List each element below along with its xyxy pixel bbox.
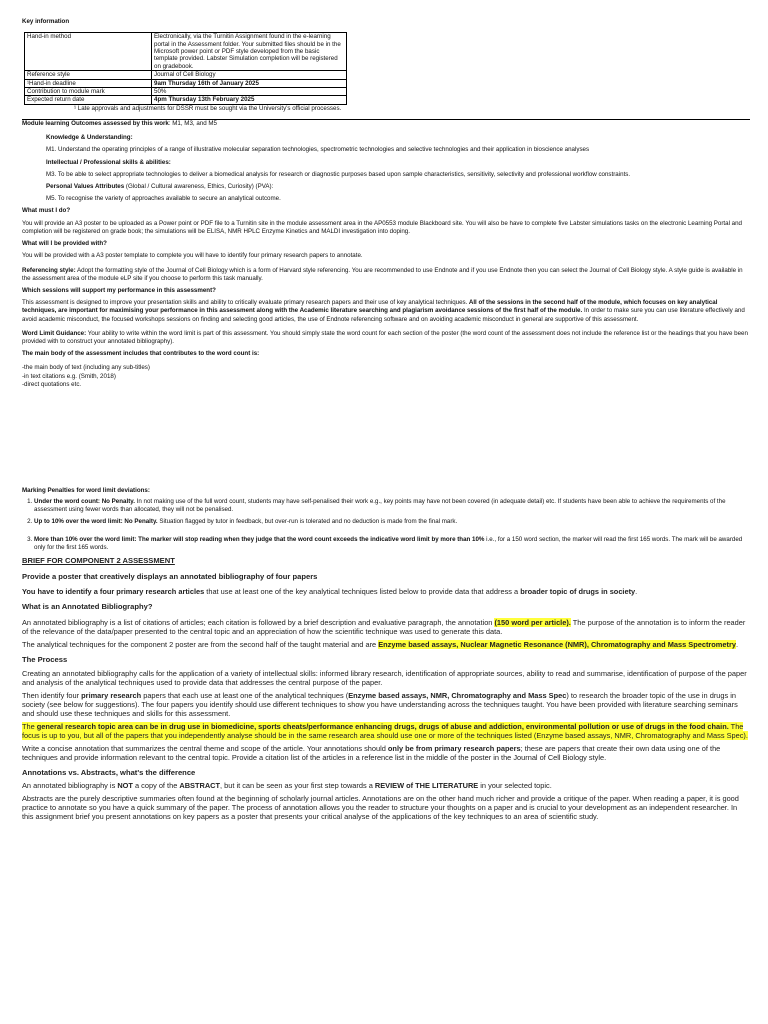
ku-heading: Knowledge & Understanding: — [46, 134, 133, 142]
what-do-heading: What must I do? — [22, 207, 71, 215]
pva-heading: Personal Values Attributes (Global / Cultural awareness, Ethics, Curiosity) (PVA): — [46, 183, 274, 191]
list-item: 1. Under the word count: No Penalty. In not making use of the full word count, students may have self-penalised their work e.g., key points may have not been covered (in adequate detail) etc. If students have been able to achieve the requirements of the assessment using fewer words than allocated, they will not be penalised. — [34, 498, 750, 514]
word-limit-text: Word Limit Guidance: Your ability to write within the word limit is part of this assessment. You should simply state the word count for each section of the poster (the word count of the assessment does not include the reference list or the headings that you have been provided with to construct your annotated bibliography). — [22, 329, 748, 345]
penalties-list — [22, 498, 750, 552]
outcome-m3: M3. To be able to select appropriate technologies to deliver a biomedical analysis for research or diagnostic purposes based upon sample characteristics, sensitivity, selectivity and professional workflow constraints. — [46, 170, 631, 178]
process-text-2: Then identify four primary research papers that each use at least one of the analytical techniques (Enzyme based assays, NMR, Chromatography and Mass Spec) to research the broader topic of the use in drugs in society (see below for suggestions). The four papers you identify should use different techniques to show you have understanding across the techniques taught. You have been provided with literature searching seminars and should use these techniques and skills for this assessment. — [22, 690, 738, 718]
key-info-table — [24, 32, 347, 105]
ip-heading: Intellectual / Professional skills & abilities: — [46, 158, 171, 166]
topic-area-text: The general research topic area can be in drug use in biomedicine, sports cheats/performance enhancing drugs, drugs of abuse and addiction, environmental pollution or use of drugs in the food chain. The focus is up to you, but all of the papers that you independently analyse should be in the same research area should use one or more of the techniques listed (Enzyme based assays, NMR, Chromatography and Mass Spec). — [22, 721, 748, 740]
referencing-text: Referencing style: Adopt the formatting style of the Journal of Cell Biology which is a form of Harvard style referencing. You are recommended to use Endnote and if you use Endnote then you can select the Journal of Cell Biology style. A style guide is available in the assessment area of the module eLP site if you choose to perform this task manually. — [22, 266, 743, 282]
write-annotation-text: Write a concise annotation that summarizes the central theme and scope of the article. Your annotations should only be from primary research papers; these are papers that create their own data using one of the techniques and provide information relevant to the central topic. Provide a citation list of the articles in a reference list in the middle of the poster in the Journal of Cell Biology style. — [22, 743, 721, 762]
outcome-m1: M1. Understand the operating principles of a range of illustrative molecular separation technologies, spectrometric technologies and selective technologies and their application in bioscience analyses — [46, 146, 590, 154]
brief-heading: BRIEF FOR COMPONENT 2 ASSESSMENT — [22, 556, 175, 566]
blank-space — [22, 389, 750, 487]
process-text-1: Creating an annotated bibliography calls for the application of a variety of intellectual skills: informed library research, identification of appropriate sources, ability to read and summarise, identification of purpose of the paper and analysis of the analytical techniques used to provide data that addresses the central purpose of the paper. — [22, 668, 747, 687]
outcome-m5: M5. To recognise the variety of approaches available to secure an analytical outcome. — [46, 195, 281, 203]
table-row: Reference style Journal of Cell Biology — [25, 71, 347, 79]
main-body-heading: The main body of the assessment includes that contributes to the word count is: — [22, 350, 260, 358]
brief-intro: You have to identify a four primary research articles that use at least one of the key analytical techniques listed below to provide data that address a broader topic of drugs in society. — [22, 587, 638, 597]
footnote: ¹ Late approvals and adjustments for DSSR must be sought via the University's official processes. — [74, 104, 342, 112]
annotated-bib-heading: What is an Annotated Bibliography? — [22, 602, 153, 612]
list-item: -in text citations e.g. (Smith, 2018) — [22, 372, 116, 380]
brief-subtitle: Provide a poster that creatively displays an annotated bibliography of four papers — [22, 571, 318, 581]
list-item: 3. More than 10% over the word limit: The marker will stop reading when they judge that the word count exceeds the indicative word limit by more than 10% i.e., for a 150 word section, the marker will read the first 165 words. The mark will be awarded only for the first 165 words. — [34, 536, 750, 552]
key-info-title: Key information — [22, 18, 70, 25]
table-row: Expected return date 4pm Thursday 13th February 2025 — [25, 96, 347, 104]
table-row: Contribution to module mark 50% — [25, 88, 347, 96]
penalties-heading: Marking Penalties for word limit deviations: — [22, 486, 150, 494]
table-row: Hand-in method Electronically, via the Turnitin Assignment found in the e-learning portal in the Assessment folder. Your submitted files should be in the Microsoft power point or PDF style developed from the basic template provided. Labster Simulation completion will be registered on gradebook. — [25, 33, 347, 71]
techniques-text: The analytical techniques for the component 2 poster are from the second half of the taught material and are Enzyme based assays, Nuclear Magnetic Resonance (NMR), Chromatography and Mass Spectrometry. — [22, 639, 739, 649]
sessions-text: This assessment is designed to improve your presentation skills and ability to critically evaluate primary research papers and their use of key analytical techniques. All of the sessions in the second half of the module, which focuses on key analytical techniques, are important for maximising your performance in this assessment along with the Academic literature searching and plagiarism avoidance sessions of the first half of the module. In order to make sure you can use literature effectively and avoid academic misconduct, the focused workshops sessions on finding and selecting good articles, the use of Endnote referencing software and on avoiding academic misconduct in general are supportive of this assessment. — [22, 299, 745, 323]
process-heading: The Process — [22, 654, 68, 664]
sessions-heading: Which sessions will support my performance in this assessment? — [22, 286, 216, 294]
list-item: 2. Up to 10% over the word limit: No Penalty. Situation flagged by tutor in feedback, but over-run is tolerated and no deduction is made from the final mark. — [34, 518, 750, 526]
list-item: -the main body of text (including any sub-titles) — [22, 364, 150, 372]
annotations-vs-abstracts-heading: Annotations vs. Abstracts, what's the difference — [22, 767, 196, 777]
outcomes-heading: Module learning Outcomes assessed by this work: M1, M3, and M5 — [22, 120, 217, 128]
what-do-text: You will provide an A3 poster to be uploaded as a Power point or PDF file to a Turnitin site in the module assessment area in the AP0553 module Blackboard site. You will also be have to complete five Labster simulations tasks on the electronic Learning Portal and completion will be registered on grade book; the simulations will be ELISA, NMR HPLC Enzyme Kinetics and MALDI investigation into doping. — [22, 219, 743, 235]
annotated-bib-text: An annotated bibliography is a list of citations of articles; each citation is followed by a brief description and evaluative paragraph, the annotation (150 word per article). The purpose of the annotation is to inform the reader of the relevance of the data/paper presented to the central topic and an appreciation of how the scientific technique was used to generate this data. — [22, 617, 746, 636]
annotations-vs-abstracts-text-1: An annotated bibliography is NOT a copy of the ABSTRACT, but it can be seen as your first step towards a REVIEW of THE LITERATURE in your selected topic. — [22, 781, 552, 791]
annotations-vs-abstracts-text-2: Abstracts are the purely descriptive summaries often found at the beginning of scholarly journal articles. Annotations are on the other hand much richer and provide a critique of the paper. When reading a paper, it is good practice to annotate so you have a quick summary of the paper. The process of annotation allows you the reader to structure your thoughts on a paper and is crucial to your development as an independent researcher. In this assignment brief you present annotations on key papers as a poster that presents your critical analyse of the applications of the key techniques to an area of scientific study. — [22, 794, 739, 822]
provided-heading: What will I be provided with? — [22, 240, 107, 248]
table-row: ¹Hand-in deadline 9am Thursday 16th of January 2025 — [25, 79, 347, 87]
list-item: -direct quotations etc. — [22, 380, 82, 388]
document-page — [22, 18, 750, 821]
provided-text: You will be provided with a A3 poster template to complete you will have to identify four primary research papers to annotate. — [22, 252, 363, 260]
